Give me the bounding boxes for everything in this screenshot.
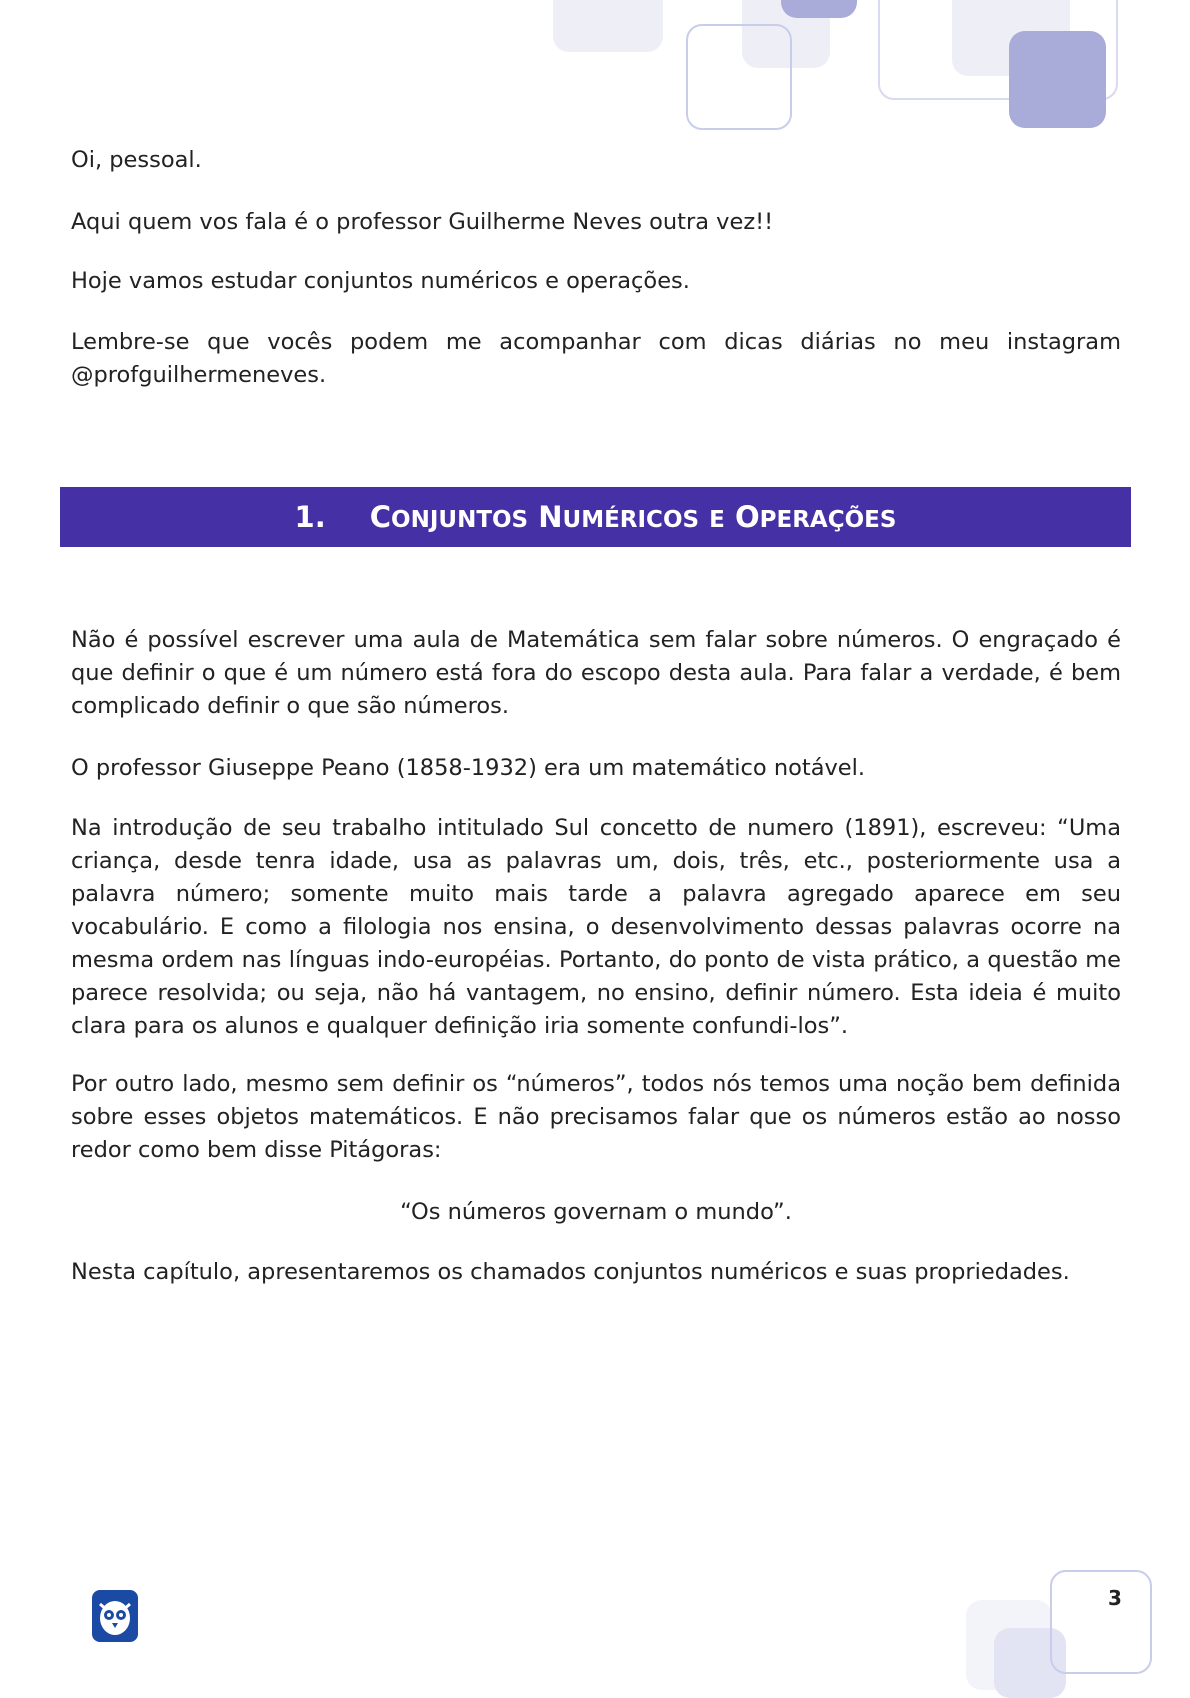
section-title: CONJUNTOS NUMÉRICOS E OPERAÇÕES (369, 500, 897, 534)
section-number: 1. (294, 500, 326, 534)
decor-square (686, 24, 792, 130)
decor-square (553, 0, 663, 52)
body-paragraph: Não é possível escrever uma aula de Matemática sem falar sobre números. O engraçado é que definir o que é um número está fora do escopo desta aula. Para falar a verdade, é bem complicado definir o que são números. (71, 627, 1121, 719)
body-paragraph: Por outro lado, mesmo sem definir os “números”, todos nós temos uma noção bem definida sobre esses objetos matemáticos. E não precisamos falar que os números estão ao nosso redor como bem disse Pitágoras: (71, 1071, 1121, 1163)
page-number: 3 (1108, 1586, 1122, 1610)
owl-logo-icon (92, 1590, 138, 1642)
body-paragraph: O professor Giuseppe Peano (1858-1932) era um matemático notável. (71, 755, 866, 781)
intro-text: Aqui quem vos fala é o professor Guilherme Neves outra vez!! (71, 209, 774, 235)
decor-square (781, 0, 857, 18)
body-paragraph: Na introdução de seu trabalho intitulado Sul concetto de numero (1891), escreveu: “Uma criança, desde tenra idade, usa as palavras um, dois, três, etc., posteriormente usa a palavra número; somente muito mais tarde a palavra agregado aparece em seu vocabulário. E como a filologia nos ensina, o desenvolvimento dessas palavras ocorre na mesma ordem nas línguas indo-européias. Portanto, do ponto de vista prático, a questão me parece resolvida; ou seja, não há vantagem, no ensino, definir número. Esta ideia é muito clara para os alunos e qualquer definição iria somente confundi-los”. (71, 815, 1121, 1039)
greeting-text: Oi, pessoal. (71, 147, 202, 173)
section-banner (60, 487, 1131, 547)
quote-text: “Os números governam o mundo”. (400, 1199, 792, 1225)
instagram-text: Lembre-se que vocês podem me acompanhar com dicas diárias no meu instagram @profguilhermeneves. (71, 329, 1121, 388)
decor-square (1009, 31, 1106, 128)
intro-text: Hoje vamos estudar conjuntos numéricos e operações. (71, 268, 690, 294)
body-paragraph: Nesta capítulo, apresentaremos os chamados conjuntos numéricos e suas propriedades. (71, 1259, 1070, 1285)
